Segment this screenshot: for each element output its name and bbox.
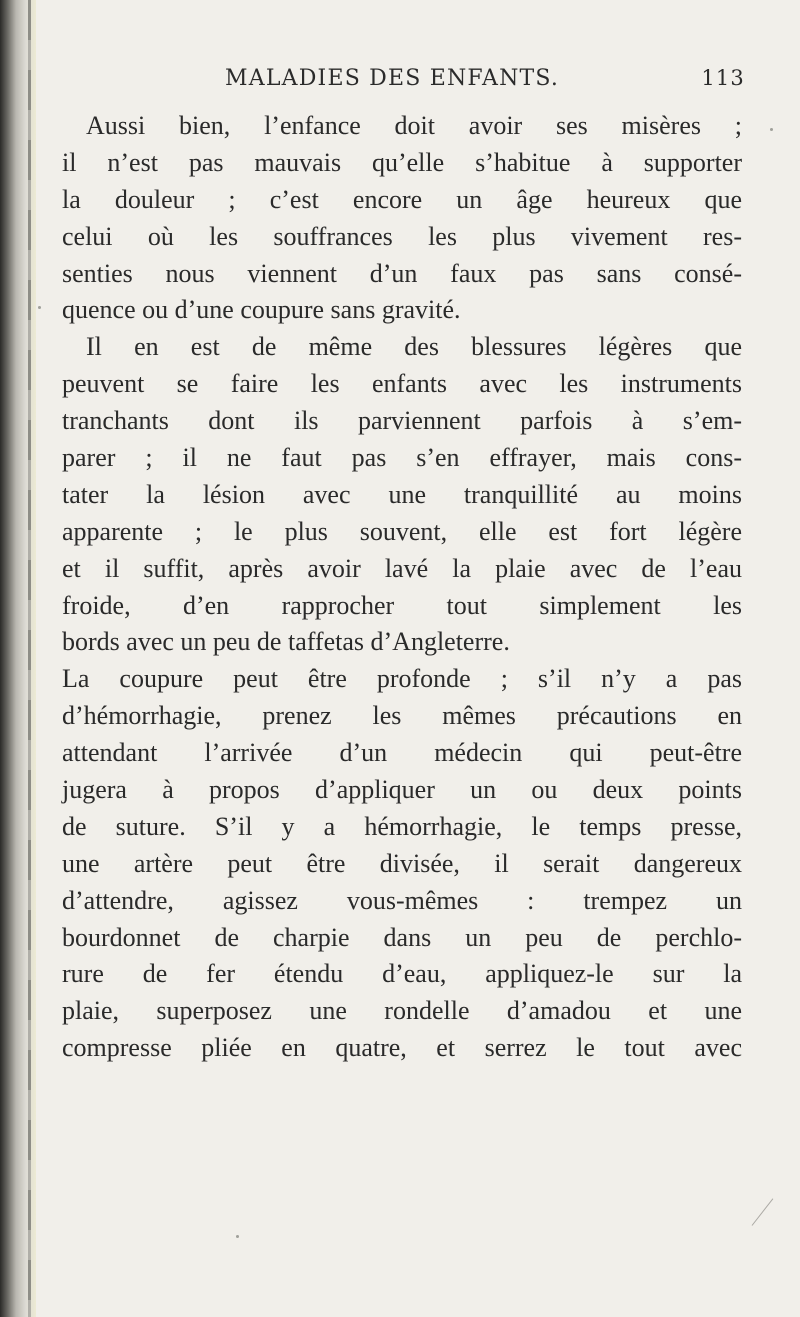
text-line: bords avec un peu de taffetas d’Angleterre. bbox=[62, 627, 510, 657]
binding-edge bbox=[28, 0, 31, 1317]
text-line: Il en est de même des blessures légères que bbox=[86, 332, 742, 362]
text-line: froide, d’en rapprocher tout simplement les bbox=[62, 590, 742, 620]
text-line: compresse pliée en quatre, et serrez le tout avec bbox=[62, 1033, 742, 1063]
paper-speck bbox=[770, 128, 773, 131]
text-line: apparente ; le plus souvent, elle est fort légère bbox=[62, 516, 742, 546]
text-line: jugera à propos d’appliquer un ou deux points bbox=[62, 775, 742, 805]
paper-speck bbox=[38, 306, 41, 309]
body-text bbox=[62, 108, 742, 1067]
text-line: peuvent se faire les enfants avec les instruments bbox=[62, 369, 742, 399]
text-line: de suture. S’il y a hémorrhagie, le temps presse, bbox=[62, 811, 742, 841]
text-line: une artère peut être divisée, il serait dangereux bbox=[62, 848, 742, 878]
paper-speck bbox=[236, 1235, 239, 1238]
text-line: Aussi bien, l’enfance doit avoir ses misères ; bbox=[86, 111, 742, 140]
running-header bbox=[225, 66, 745, 102]
text-line: il n’est pas mauvais qu’elle s’habitue à supporter bbox=[62, 147, 742, 177]
text-line: quence ou d’une coupure sans gravité. bbox=[62, 295, 461, 325]
text-line: attendant l’arrivée d’un médecin qui peut-être bbox=[62, 738, 742, 768]
text-line: plaie, superposez une rondelle d’amadou et une bbox=[62, 996, 742, 1026]
text-line: bourdonnet de charpie dans un peu de perchlo- bbox=[62, 922, 742, 952]
running-title: MALADIES DES ENFANTS. bbox=[225, 66, 560, 91]
text-line: parer ; il ne faut pas s’en effrayer, mais cons- bbox=[62, 443, 742, 473]
text-line: la douleur ; c’est encore un âge heureux que bbox=[62, 184, 742, 214]
page-number: 113 bbox=[701, 66, 745, 90]
paper-scratch bbox=[752, 1198, 774, 1225]
text-line: rure de fer étendu d’eau, appliquez-le sur la bbox=[62, 959, 742, 989]
text-line: senties nous viennent d’un faux pas sans consé- bbox=[62, 258, 742, 288]
text-line: d’hémorrhagie, prenez les mêmes précautions en bbox=[62, 701, 742, 731]
text-line: et il suffit, après avoir lavé la plaie avec de l’eau bbox=[62, 553, 742, 583]
text-line: tranchants dont ils parviennent parfois à s’em- bbox=[62, 406, 742, 436]
text-line: La coupure peut être profonde ; s’il n’y a pas bbox=[62, 664, 742, 694]
text-line: celui où les souffrances les plus vivement res- bbox=[62, 221, 742, 251]
text-line: d’attendre, agissez vous-mêmes : trempez un bbox=[62, 885, 742, 915]
text-line: tater la lésion avec une tranquillité au moins bbox=[62, 479, 742, 509]
